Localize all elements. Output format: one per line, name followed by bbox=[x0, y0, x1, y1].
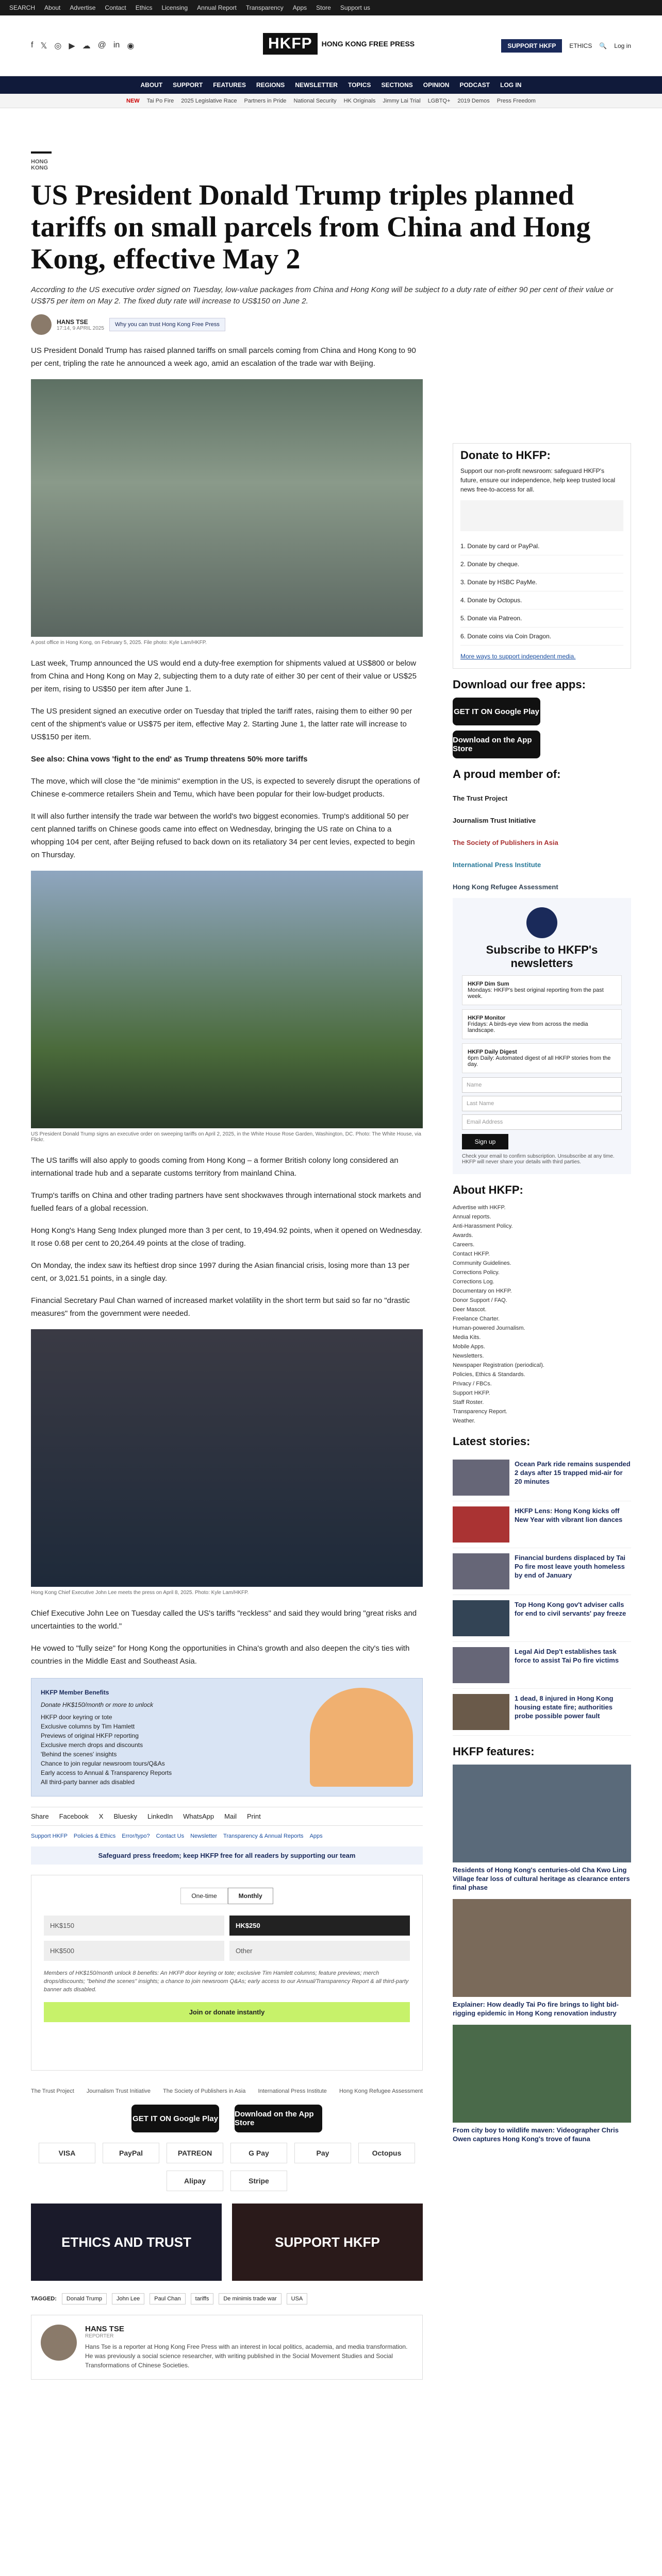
about-link[interactable]: Corrections Log. bbox=[453, 1279, 494, 1285]
tag[interactable]: De minimis trade war bbox=[219, 2293, 281, 2304]
google-play-badge[interactable]: GET IT ON Google Play bbox=[131, 2105, 219, 2132]
trending-link[interactable]: Jimmy Lai Trial bbox=[383, 97, 421, 104]
member-logo[interactable]: International Press Institute bbox=[453, 861, 541, 869]
donate-method[interactable]: 5. Donate via Patreon. bbox=[460, 609, 623, 628]
photo-caption: A post office in Hong Kong, on February 5, 2025. File photo: Kyle Lam/HKFP. bbox=[31, 640, 207, 646]
policy-link[interactable]: Newsletter bbox=[190, 1833, 218, 1839]
about-link[interactable]: Staff Roster. bbox=[453, 1399, 484, 1405]
about-link[interactable]: Anti-Harassment Policy. bbox=[453, 1223, 513, 1229]
paragraph: The US president signed an executive order on Tuesday that tripled the tariff rates, raising them to either 90 per cent of the shipment's value or US$75 per item, effective May 2. Starting June 1, the latter rate will increase to US$150 per item. bbox=[31, 707, 412, 741]
about-link[interactable]: Donor Support / FAQ. bbox=[453, 1297, 507, 1303]
trending-link[interactable]: National Security bbox=[293, 97, 337, 104]
tag-list bbox=[31, 2293, 423, 2304]
trending-link[interactable]: Tai Po Fire bbox=[146, 97, 174, 104]
author-box-name[interactable]: HANS TSE bbox=[85, 2325, 124, 2333]
signup-button[interactable]: Sign up bbox=[462, 1134, 508, 1149]
photo-caption: Hong Kong Chief Executive John Lee meets the press on April 8, 2025. Photo: Kyle Lam/HKFP. bbox=[31, 1590, 249, 1596]
features-title: HKFP features: bbox=[453, 1745, 535, 1758]
about-link[interactable]: Newspaper Registration (periodical). bbox=[453, 1362, 544, 1368]
donation-note: Members of HK$150/month unlock 8 benefits: An HKFP door keyring or tote; exclusive Tim Hamlett columns; feature previews; merch drops/discounts; "behind the scenes" insights; a chance to join newsroom Q&As; early access to our Annual/Transparency Report & all third-party banner ads disabled. bbox=[44, 1970, 409, 1993]
about-link[interactable]: Human-powered Journalism. bbox=[453, 1325, 525, 1331]
trending-link[interactable]: Press Freedom bbox=[496, 97, 536, 104]
section-label[interactable]: HONG KONG bbox=[31, 151, 52, 171]
paragraph: Financial Secretary Paul Chan warned of increased market volatility in the short term but said so far no "drastic measures" from the government were needed. bbox=[31, 1296, 410, 1318]
photo-caption: US President Donald Trump signs an executive order on sweeping tariffs on April 2, 2025, in the White House Rose Garden, Washington, DC. Photo: The White House, via Flickr. bbox=[31, 1131, 421, 1143]
about-link[interactable]: Transparency Report. bbox=[453, 1409, 507, 1415]
payment-logo[interactable]: Stripe bbox=[230, 2171, 287, 2191]
nav-newsletter[interactable]: NEWSLETTER bbox=[295, 81, 338, 89]
facebook-icon[interactable]: f bbox=[31, 40, 34, 49]
member-logo[interactable]: Journalism Trust Initiative bbox=[453, 817, 536, 824]
story-thumbnail bbox=[453, 1506, 509, 1543]
header-actions bbox=[501, 39, 631, 53]
amount-option[interactable]: HK$500 bbox=[44, 1941, 224, 1961]
payment-logo[interactable]: PayPal bbox=[103, 2143, 159, 2163]
policy-link[interactable]: Transparency & Annual Reports bbox=[223, 1833, 304, 1839]
payment-logo[interactable]: VISA bbox=[39, 2143, 95, 2163]
about-link[interactable]: Deer Mascot. bbox=[453, 1307, 487, 1313]
nav-opinion[interactable]: OPINION bbox=[423, 81, 450, 89]
trust-link[interactable]: Why you can trust Hong Kong Free Press bbox=[109, 318, 225, 331]
app-store-badge[interactable]: Download on the App Store bbox=[453, 731, 540, 758]
latest-story[interactable] bbox=[453, 1454, 631, 1501]
paragraph: He vowed to "fully seize" for Hong Kong the opportunities in China's growth and also deepen the city's ties with countries in the Middle East and Southeast Asia. bbox=[31, 1644, 410, 1666]
trending-link[interactable]: LGBTQ+ bbox=[427, 97, 451, 104]
about-link[interactable]: Community Guidelines. bbox=[453, 1260, 511, 1266]
newsletter-note: Check your email to confirm subscription. Unsubscribe at any time. HKFP will never share your details with third parties. bbox=[462, 1154, 615, 1165]
latest-story[interactable] bbox=[453, 1689, 631, 1736]
about-link[interactable]: Mobile Apps. bbox=[453, 1344, 485, 1350]
main-nav bbox=[0, 76, 662, 94]
ethics-link[interactable]: ETHICS bbox=[569, 42, 592, 49]
latest-story[interactable] bbox=[453, 1501, 631, 1548]
newsletter-widget bbox=[453, 898, 631, 1174]
amount-option-selected[interactable]: HK$250 bbox=[229, 1916, 410, 1936]
paragraph: US President Donald Trump has raised planned tariffs on small parcels coming from China and Hong Kong to 90 per cent, tripling the rate he announced a week ago, amid an escalation of the trade war with Beijing. bbox=[31, 346, 416, 368]
newsletter-name: HKFP Dim Sum bbox=[468, 981, 509, 987]
article-title: US President Donald Trump triples planned tariffs on small parcels from China and Hong Kong, effective May 2 bbox=[31, 179, 591, 275]
share-bluesky[interactable]: Bluesky bbox=[113, 1812, 137, 1820]
partner-logo: The Trust Project bbox=[31, 2088, 74, 2094]
story-title[interactable]: HKFP Lens: Hong Kong kicks off New Year with vibrant lion dances bbox=[515, 1507, 623, 1523]
policy-link[interactable]: Contact Us bbox=[156, 1833, 185, 1839]
story-title[interactable]: Financial burdens displaced by Tai Po fire most leave youth homeless by end of January bbox=[515, 1554, 626, 1579]
donate-widget bbox=[453, 443, 631, 669]
payment-icons bbox=[460, 500, 623, 531]
newsletter-desc: 6pm Daily: Automated digest of all HKFP stories from the day. bbox=[468, 1055, 611, 1067]
newsletter-desc: Fridays: A birds-eye view from across the media landscape. bbox=[468, 1021, 588, 1033]
sidebar bbox=[453, 443, 631, 2150]
share-bar bbox=[31, 1807, 423, 1826]
frequency-toggle bbox=[44, 1888, 410, 1904]
threads-icon[interactable]: @ bbox=[97, 40, 106, 49]
deer-mascot-image bbox=[310, 1688, 413, 1787]
rss-icon[interactable]: ◉ bbox=[127, 41, 135, 50]
topbar-link-support[interactable]: Support us bbox=[340, 4, 370, 11]
member-logo[interactable]: Hong Kong Refugee Assessment bbox=[453, 883, 558, 891]
policy-link[interactable]: Apps bbox=[309, 1833, 323, 1839]
newsletter-option[interactable] bbox=[462, 1043, 622, 1073]
tagged-label: TAGGED: bbox=[31, 2296, 57, 2302]
policy-link[interactable]: Policies & Ethics bbox=[73, 1833, 116, 1839]
member-logo[interactable]: The Trust Project bbox=[453, 794, 508, 802]
topbar-link-transparency[interactable]: Transparency bbox=[245, 4, 284, 11]
story-thumbnail bbox=[453, 1460, 509, 1496]
paragraph: Last week, Trump announced the US would end a duty-free exemption for shipments valued at US$800 or below from China and Hong Kong on May 2, subjecting them to a duty rate of either 30 per cent of their value or US$25 per item, rising to US$50 per item after June 1. bbox=[31, 659, 417, 693]
trending-link[interactable]: HK Originals bbox=[343, 97, 376, 104]
donate-method[interactable]: 3. Donate by HSBC PayMe. bbox=[460, 573, 623, 591]
about-link[interactable]: Documentary on HKFP. bbox=[453, 1288, 512, 1294]
payment-methods bbox=[31, 2143, 423, 2191]
login-link[interactable]: Log in bbox=[614, 42, 631, 49]
top-utility-bar bbox=[0, 0, 662, 15]
about-link[interactable]: Weather. bbox=[453, 1418, 475, 1424]
linkedin-icon[interactable]: in bbox=[113, 40, 120, 49]
author-box-avatar bbox=[41, 2325, 77, 2361]
x-icon[interactable]: 𝕏 bbox=[40, 41, 47, 50]
story-thumbnail bbox=[453, 1600, 509, 1636]
story-title[interactable]: Legal Aid Dep't establishes task force to assist Tai Po fire victims bbox=[515, 1648, 619, 1664]
amount-options bbox=[44, 1916, 410, 1961]
article-lead: According to the US executive order signed on Tuesday, low-value packages from China and Hong Kong will be subject to a duty rate of either 90 per cent of their value or US$75 per item on May 2. The fixed duty rate will increase to US$150 on June 2. bbox=[31, 285, 614, 306]
partner-logo: The Society of Publishers in Asia bbox=[163, 2088, 246, 2094]
instagram-icon[interactable]: ◎ bbox=[54, 41, 62, 50]
app-store-badge[interactable]: Download on the App Store bbox=[235, 2105, 322, 2132]
byline bbox=[31, 314, 423, 335]
trending-bar bbox=[0, 94, 662, 108]
topbar-link-store[interactable]: Store bbox=[316, 4, 331, 11]
apps-title: Download our free apps: bbox=[453, 678, 586, 691]
benefit-item: 'Behind the scenes' insights bbox=[41, 1751, 117, 1758]
support-button[interactable]: SUPPORT HKFP bbox=[501, 39, 562, 53]
topbar-link-annual-report[interactable]: Annual Report bbox=[197, 4, 237, 11]
google-play-badge[interactable]: GET IT ON Google Play bbox=[453, 698, 540, 725]
see-also-link[interactable]: See also: China vows 'fight to the end' as Trump threatens 50% more tariffs bbox=[31, 755, 308, 764]
paragraph: Hong Kong's Hang Seng Index plunged more than 3 per cent, to 19,494.92 points, when it opened on Wednesday. It rose 0.68 per cent to 20,264.49 points at the close of trading. bbox=[31, 1226, 422, 1248]
story-thumbnail bbox=[453, 1694, 509, 1730]
feature-title[interactable]: Residents of Hong Kong's centuries-old Cha Kwo Ling Village fear loss of cultural heritage as clearance enters final phase bbox=[453, 1866, 630, 1891]
promo-subtitle: Donate HK$150/month or more to unlock bbox=[41, 1701, 154, 1708]
author-box bbox=[31, 2315, 423, 2380]
paragraph: Trump's tariffs on China and other trading partners have sent shockwaves through international stock markets and fuelled fears of a global recession. bbox=[31, 1191, 421, 1213]
payment-logo[interactable]: PATREON bbox=[167, 2143, 223, 2163]
promo-banners bbox=[31, 2204, 423, 2281]
more-ways-link[interactable]: More ways to support independent media. bbox=[460, 653, 576, 660]
donate-title: Donate to HKFP: bbox=[460, 449, 551, 462]
nav-topics[interactable]: TOPICS bbox=[347, 81, 371, 89]
topbar-link-contact[interactable]: Contact bbox=[105, 4, 126, 11]
feature-story[interactable] bbox=[453, 1899, 631, 2018]
topbar-link-about[interactable]: About bbox=[44, 4, 61, 11]
logo-mark: HKFP bbox=[263, 33, 318, 55]
share-x[interactable]: X bbox=[98, 1812, 104, 1820]
benefit-item: All third-party banner ads disabled bbox=[41, 1778, 135, 1786]
latest-story[interactable] bbox=[453, 1595, 631, 1642]
feature-title[interactable]: Explainer: How deadly Tai Po fire brings to light bid-rigging epidemic in Hong Kong renovation industry bbox=[453, 2001, 619, 2017]
story-thumbnail bbox=[453, 1647, 509, 1683]
bluesky-icon[interactable]: ☁ bbox=[82, 41, 91, 50]
donate-method[interactable]: 4. Donate by Octopus. bbox=[460, 591, 623, 609]
about-link[interactable]: Policies, Ethics & Standards. bbox=[453, 1371, 525, 1378]
story-thumbnail bbox=[453, 1553, 509, 1589]
promo-title: HKFP Member Benefits bbox=[41, 1689, 109, 1696]
topbar-link-licensing[interactable]: Licensing bbox=[161, 4, 188, 11]
trending-link[interactable]: 2019 Demos bbox=[457, 97, 490, 104]
nav-regions[interactable]: REGIONS bbox=[256, 81, 285, 89]
topbar-link-apps[interactable]: Apps bbox=[292, 4, 307, 11]
benefit-item: Exclusive columns by Tim Hamlett bbox=[41, 1723, 135, 1730]
about-title: About HKFP: bbox=[453, 1183, 523, 1196]
story-title[interactable]: Ocean Park ride remains suspended 2 days after 15 trapped mid-air for 20 minutes bbox=[515, 1460, 631, 1485]
about-link[interactable]: Newsletters. bbox=[453, 1353, 484, 1359]
about-link[interactable]: Corrections Policy. bbox=[453, 1269, 500, 1276]
trending-link[interactable]: Partners in Pride bbox=[244, 97, 287, 104]
app-store-badges bbox=[31, 2105, 423, 2132]
last-name-field[interactable]: Last Name bbox=[462, 1096, 622, 1111]
payment-logo[interactable]: Alipay bbox=[167, 2171, 223, 2191]
partner-logo: Hong Kong Refugee Assessment bbox=[339, 2088, 423, 2094]
topbar-link-search[interactable]: SEARCH bbox=[9, 4, 36, 11]
tag[interactable]: tariffs bbox=[191, 2293, 214, 2304]
nav-sections[interactable]: SECTIONS bbox=[381, 81, 413, 89]
donate-method[interactable]: 2. Donate by cheque. bbox=[460, 555, 623, 573]
donation-widget bbox=[31, 1875, 423, 2071]
newsletter-desc: Mondays: HKFP's best original reporting from the past week. bbox=[468, 987, 604, 999]
about-link[interactable]: Awards. bbox=[453, 1232, 473, 1239]
nav-login[interactable]: LOG IN bbox=[500, 81, 522, 89]
feature-title[interactable]: From city boy to wildlife maven: Videographer Chris Owen captures Hong Kong's trove of fauna bbox=[453, 2126, 619, 2143]
author-avatar bbox=[31, 314, 52, 335]
trending-link[interactable]: 2025 Legislative Race bbox=[181, 97, 237, 104]
newsletter-option[interactable] bbox=[462, 1009, 622, 1039]
feature-story[interactable] bbox=[453, 1765, 631, 1892]
payment-logo[interactable]: Pay bbox=[294, 2143, 351, 2163]
trump-signing-photo bbox=[31, 871, 423, 1128]
paragraph: Chief Executive John Lee on Tuesday called the US's tariffs "reckless" and said they would bring "great risks and uncertainties to the world." bbox=[31, 1609, 417, 1631]
share-facebook[interactable]: Facebook bbox=[59, 1812, 89, 1820]
post-office-photo bbox=[31, 379, 423, 637]
policy-links bbox=[31, 1833, 423, 1839]
policy-link[interactable]: Error/typo? bbox=[122, 1833, 150, 1839]
share-print[interactable]: Print bbox=[246, 1812, 261, 1820]
author-box-role: REPORTER bbox=[85, 2333, 114, 2339]
about-link[interactable]: Privacy / FBCs. bbox=[453, 1381, 492, 1387]
freq-monthly[interactable]: Monthly bbox=[228, 1888, 273, 1904]
tag[interactable]: Paul Chan bbox=[150, 2293, 185, 2304]
payment-logo[interactable]: G Pay bbox=[230, 2143, 287, 2163]
nav-podcast[interactable]: PODCAST bbox=[459, 81, 490, 89]
about-link[interactable]: Contact HKFP. bbox=[453, 1251, 490, 1257]
share-linkedin[interactable]: LinkedIn bbox=[147, 1812, 173, 1820]
share-label: Share bbox=[31, 1812, 49, 1820]
story-title[interactable]: Top Hong Kong gov't adviser calls for end to civil servants' pay freeze bbox=[515, 1601, 626, 1617]
share-mail[interactable]: Mail bbox=[224, 1812, 237, 1820]
benefit-item: Previews of original HKFP reporting bbox=[41, 1732, 139, 1739]
author-box-bio: Hans Tse is a reporter at Hong Kong Free Press with an interest in local politics, academia, and media transformation. He was previously a social science researcher, with writing published in the Social Movement Studies and Social Transformations of Chinese Societies. bbox=[85, 2343, 408, 2369]
safeguard-banner[interactable]: Safeguard press freedom; keep HKFP free for all readers by supporting our team bbox=[31, 1846, 423, 1865]
paragraph: It will also further intensify the trade war between the world's two biggest economies. Trump's additional 50 per cent planned tariffs on Chinese goods came into effect on Wednesday, bringing the US rate on China to a whopping 104 per cent, after Beijing refused to back down on its retaliatory 34 per cent levies, expected to begin on Thursday. bbox=[31, 812, 415, 859]
hkfp-logo-icon bbox=[526, 907, 557, 938]
search-icon[interactable]: 🔍 bbox=[599, 42, 607, 49]
about-list bbox=[453, 1203, 631, 1426]
feature-story[interactable] bbox=[453, 2025, 631, 2143]
donate-methods bbox=[460, 537, 623, 646]
topbar-link-advertise[interactable]: Advertise bbox=[70, 4, 96, 11]
tag[interactable]: John Lee bbox=[112, 2293, 144, 2304]
about-link[interactable]: Annual reports. bbox=[453, 1214, 491, 1220]
join-donate-button[interactable]: Join or donate instantly bbox=[44, 2002, 410, 2022]
freq-one-time[interactable]: One-time bbox=[180, 1888, 227, 1904]
tag[interactable]: USA bbox=[287, 2293, 308, 2304]
partner-logos-row bbox=[31, 2088, 423, 2094]
social-icons bbox=[31, 41, 134, 51]
latest-title: Latest stories: bbox=[453, 1435, 531, 1448]
donate-method[interactable]: 6. Donate coins via Coin Dragon. bbox=[460, 628, 623, 646]
benefit-item: HKFP door keyring or tote bbox=[41, 1714, 112, 1721]
benefit-item: Chance to join regular newsroom tours/Q&As bbox=[41, 1760, 165, 1767]
member-title: A proud member of: bbox=[453, 768, 561, 781]
ethics-banner[interactable]: ETHICS AND TRUST bbox=[31, 2204, 222, 2281]
paragraph: The move, which will close the "de minimis" exemption in the US, is expected to severely disrupt the operations of Chinese e-commerce retailers Shein and Temu, which have been popular for their low-budget products. bbox=[31, 777, 420, 799]
latest-story[interactable] bbox=[453, 1548, 631, 1595]
member-logo[interactable]: The Society of Publishers in Asia bbox=[453, 839, 558, 846]
first-name-field[interactable]: Name bbox=[462, 1077, 622, 1093]
site-logo[interactable] bbox=[263, 33, 415, 55]
about-link[interactable]: Freelance Charter. bbox=[453, 1316, 500, 1322]
about-link[interactable]: Careers. bbox=[453, 1242, 475, 1248]
nav-features[interactable]: FEATURES bbox=[213, 81, 246, 89]
john-lee-photo bbox=[31, 1329, 423, 1587]
logo-name: HONG KONG FREE PRESS bbox=[321, 40, 415, 48]
newsletter-name: HKFP Daily Digest bbox=[468, 1049, 517, 1055]
feature-image bbox=[453, 1899, 631, 1997]
feature-image bbox=[453, 1765, 631, 1862]
about-link[interactable]: Advertise with HKFP. bbox=[453, 1205, 506, 1211]
benefit-item: Exclusive merch drops and discounts bbox=[41, 1741, 143, 1749]
topbar-link-ethics[interactable]: Ethics bbox=[135, 4, 153, 11]
newsletter-name: HKFP Monitor bbox=[468, 1015, 506, 1021]
new-badge: NEW bbox=[126, 97, 140, 104]
partner-logo: Journalism Trust Initiative bbox=[86, 2088, 151, 2094]
amount-option-other[interactable]: Other bbox=[229, 1941, 410, 1961]
story-title[interactable]: 1 dead, 8 injured in Hong Kong housing estate fire; authorities probe possible power fault bbox=[515, 1694, 614, 1720]
newsletter-option[interactable] bbox=[462, 975, 622, 1005]
author-name[interactable]: HANS TSE bbox=[57, 318, 88, 326]
paragraph: On Monday, the index saw its heftiest drop since 1997 during the Asian financial crisis, losing more than 13 per cent, or 3,021.51 points, in a single day. bbox=[31, 1261, 410, 1283]
payment-logo[interactable]: Octopus bbox=[358, 2143, 415, 2163]
donate-method[interactable]: 1. Donate by card or PayPal. bbox=[460, 537, 623, 555]
nav-about[interactable]: ABOUT bbox=[140, 81, 163, 89]
support-banner[interactable]: SUPPORT HKFP bbox=[232, 2204, 423, 2281]
member-benefits-promo[interactable] bbox=[31, 1678, 423, 1797]
paragraph: The US tariffs will also apply to goods coming from Hong Kong – a former British colony long considered an international trade hub and a separate customs territory from mainland China. bbox=[31, 1156, 399, 1178]
donate-text: Support our non-profit newsroom: safeguard HKFP's future, ensure our independence, help keep trusted local news free-to-access for all. bbox=[460, 467, 616, 493]
partner-logo: International Press Institute bbox=[258, 2088, 327, 2094]
email-field[interactable]: Email Address bbox=[462, 1114, 622, 1130]
latest-story[interactable] bbox=[453, 1642, 631, 1689]
newsletter-title: Subscribe to HKFP's newsletters bbox=[486, 943, 598, 970]
publish-date: 17:14, 9 APRIL 2025 bbox=[57, 325, 104, 331]
benefit-item: Early access to Annual & Transparency Reports bbox=[41, 1769, 172, 1776]
about-link[interactable]: Media Kits. bbox=[453, 1334, 481, 1341]
tag[interactable]: Donald Trump bbox=[62, 2293, 107, 2304]
youtube-icon[interactable]: ▶ bbox=[69, 41, 75, 50]
about-link[interactable]: Support HKFP. bbox=[453, 1390, 490, 1396]
feature-image bbox=[453, 2025, 631, 2123]
nav-support[interactable]: SUPPORT bbox=[173, 81, 203, 89]
policy-link[interactable]: Support HKFP bbox=[31, 1833, 68, 1839]
share-whatsapp[interactable]: WhatsApp bbox=[183, 1812, 214, 1820]
amount-option[interactable]: HK$150 bbox=[44, 1916, 224, 1936]
site-header bbox=[0, 15, 662, 76]
